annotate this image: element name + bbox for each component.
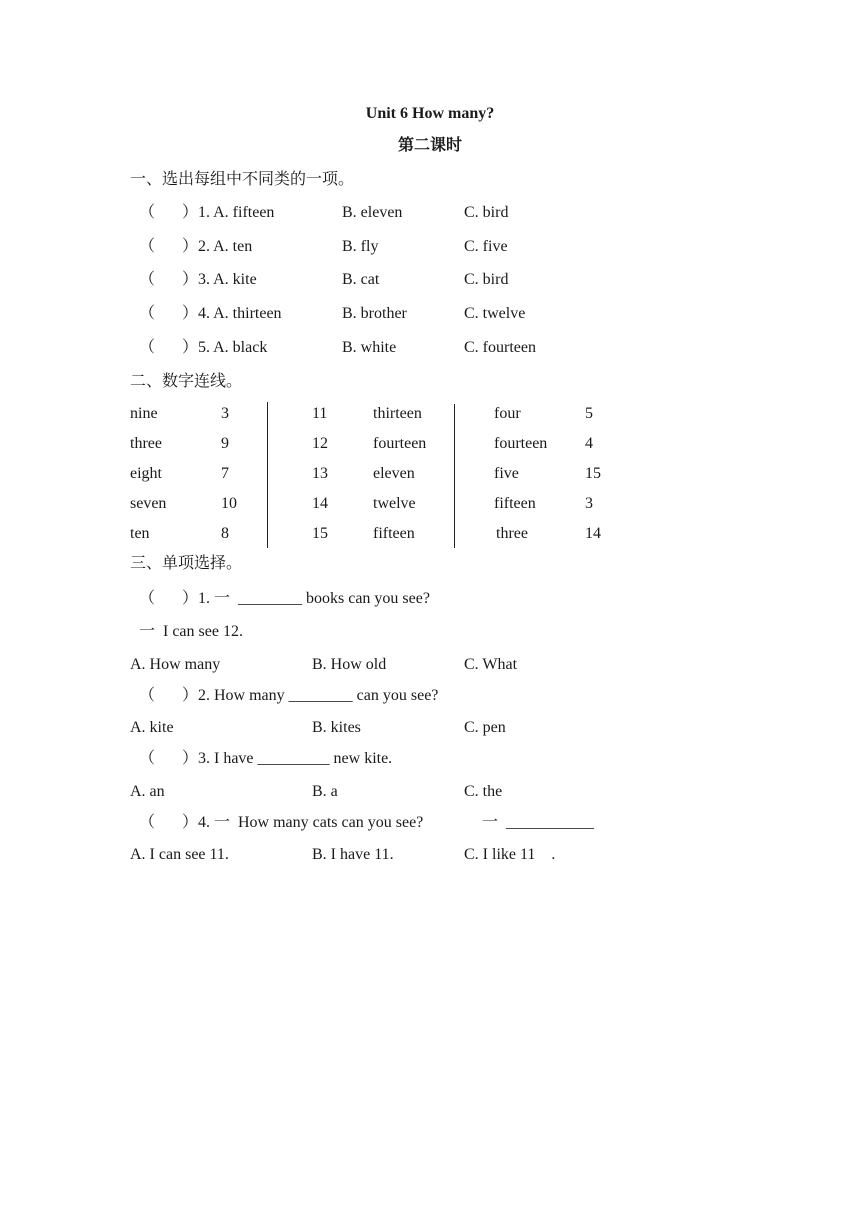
part2-heading: 二、数字连线。 (130, 373, 243, 390)
q4-option-b: B. I have 11. (312, 846, 394, 863)
part1-q1-option-b: B. eleven (342, 204, 403, 221)
match-word-right-1: four (494, 405, 521, 422)
q2-bracket: （ (139, 687, 156, 704)
q1-answer: 一 I can see 12. (139, 623, 243, 640)
part1-q1-answer-bracket: （ (139, 204, 156, 221)
divider-line-1 (267, 402, 268, 548)
match-word-right-3: five (494, 465, 519, 482)
match-num-middle-4: 14 (312, 495, 328, 512)
match-num-middle-3: 13 (312, 465, 328, 482)
q1-bracket: （ (139, 590, 156, 607)
match-num-left-2: 9 (221, 435, 229, 452)
part1-q2-option-c: C. five (464, 238, 508, 255)
part1-q5-answer-bracket: （ (139, 339, 156, 356)
part1-q4-answer-bracket: （ (139, 305, 156, 322)
match-num-right-4: 3 (585, 495, 593, 512)
match-num-right-3: 15 (585, 465, 601, 482)
part1-q3-option-c: C. bird (464, 271, 509, 288)
q3-prompt: ）3. I have _________ new kite. (182, 750, 393, 767)
page-title: Unit 6 How many? (365, 105, 495, 122)
part1-q2-answer-bracket: （ (139, 238, 156, 255)
match-word-middle-4: twelve (373, 495, 416, 512)
q2-option-a: A. kite (130, 719, 174, 736)
q4-answer-blank: 一 ___________ (482, 814, 595, 831)
q1-option-c: C. What (464, 656, 518, 673)
part1-q5-option-a: ）5. A. black (182, 339, 268, 356)
part1-q5-option-c: C. fourteen (464, 339, 536, 356)
q2-option-c: C. pen (464, 719, 506, 736)
match-num-left-5: 8 (221, 525, 229, 542)
match-num-right-1: 5 (585, 405, 593, 422)
part1-q5-option-b: B. white (342, 339, 397, 356)
q4-bracket: （ (139, 814, 156, 831)
match-num-left-4: 10 (221, 495, 237, 512)
match-word-left-1: nine (130, 405, 158, 422)
match-word-middle-3: eleven (373, 465, 415, 482)
match-num-middle-5: 15 (312, 525, 328, 542)
page-subtitle: 第二课时 (397, 137, 462, 154)
part3-heading: 三、单项选择。 (130, 555, 243, 572)
q3-option-c: C. the (464, 783, 503, 800)
part1-q3-option-b: B. cat (342, 271, 380, 288)
q4-option-c: C. I like 11 . (464, 846, 556, 863)
q3-option-b: B. a (312, 783, 338, 800)
match-word-middle-1: thirteen (373, 405, 422, 422)
part1-q2-option-a: ）2. A. ten (182, 238, 253, 255)
match-word-left-4: seven (130, 495, 167, 512)
match-num-middle-2: 12 (312, 435, 328, 452)
part1-q3-answer-bracket: （ (139, 271, 156, 288)
part1-q4-option-b: B. brother (342, 305, 407, 322)
q4-option-a: A. I can see 11. (130, 846, 229, 863)
match-word-right-5: three (496, 525, 528, 542)
match-num-right-2: 4 (585, 435, 593, 452)
q1-prompt: ）1. 一 ________ books can you see? (182, 590, 430, 607)
q1-option-b: B. How old (312, 656, 387, 673)
q2-prompt: ）2. How many ________ can you see? (182, 687, 439, 704)
match-num-left-3: 7 (221, 465, 229, 482)
part1-q3-option-a: ）3. A. kite (182, 271, 257, 288)
q3-bracket: （ (139, 750, 156, 767)
match-num-middle-1: 11 (312, 405, 328, 422)
divider-line-2 (454, 404, 455, 548)
part1-q1-option-a: ）1. A. fifteen (182, 204, 275, 221)
part1-q2-option-b: B. fly (342, 238, 379, 255)
part1-q4-option-c: C. twelve (464, 305, 526, 322)
part1-q4-option-a: ）4. A. thirteen (182, 305, 282, 322)
part1-heading: 一、选出每组中不同类的一项。 (130, 171, 355, 188)
part1-q1-option-c: C. bird (464, 204, 509, 221)
q2-option-b: B. kites (312, 719, 361, 736)
q3-option-a: A. an (130, 783, 165, 800)
match-word-right-4: fifteen (494, 495, 536, 512)
match-word-right-2: fourteen (494, 435, 548, 452)
q4-prompt: ）4. 一 How many cats can you see? (182, 814, 424, 831)
match-num-right-5: 14 (585, 525, 601, 542)
match-word-middle-5: fifteen (373, 525, 415, 542)
match-num-left-1: 3 (221, 405, 229, 422)
match-word-left-3: eight (130, 465, 162, 482)
match-word-middle-2: fourteen (373, 435, 427, 452)
match-word-left-2: three (130, 435, 162, 452)
q1-option-a: A. How many (130, 656, 221, 673)
match-word-left-5: ten (130, 525, 150, 542)
